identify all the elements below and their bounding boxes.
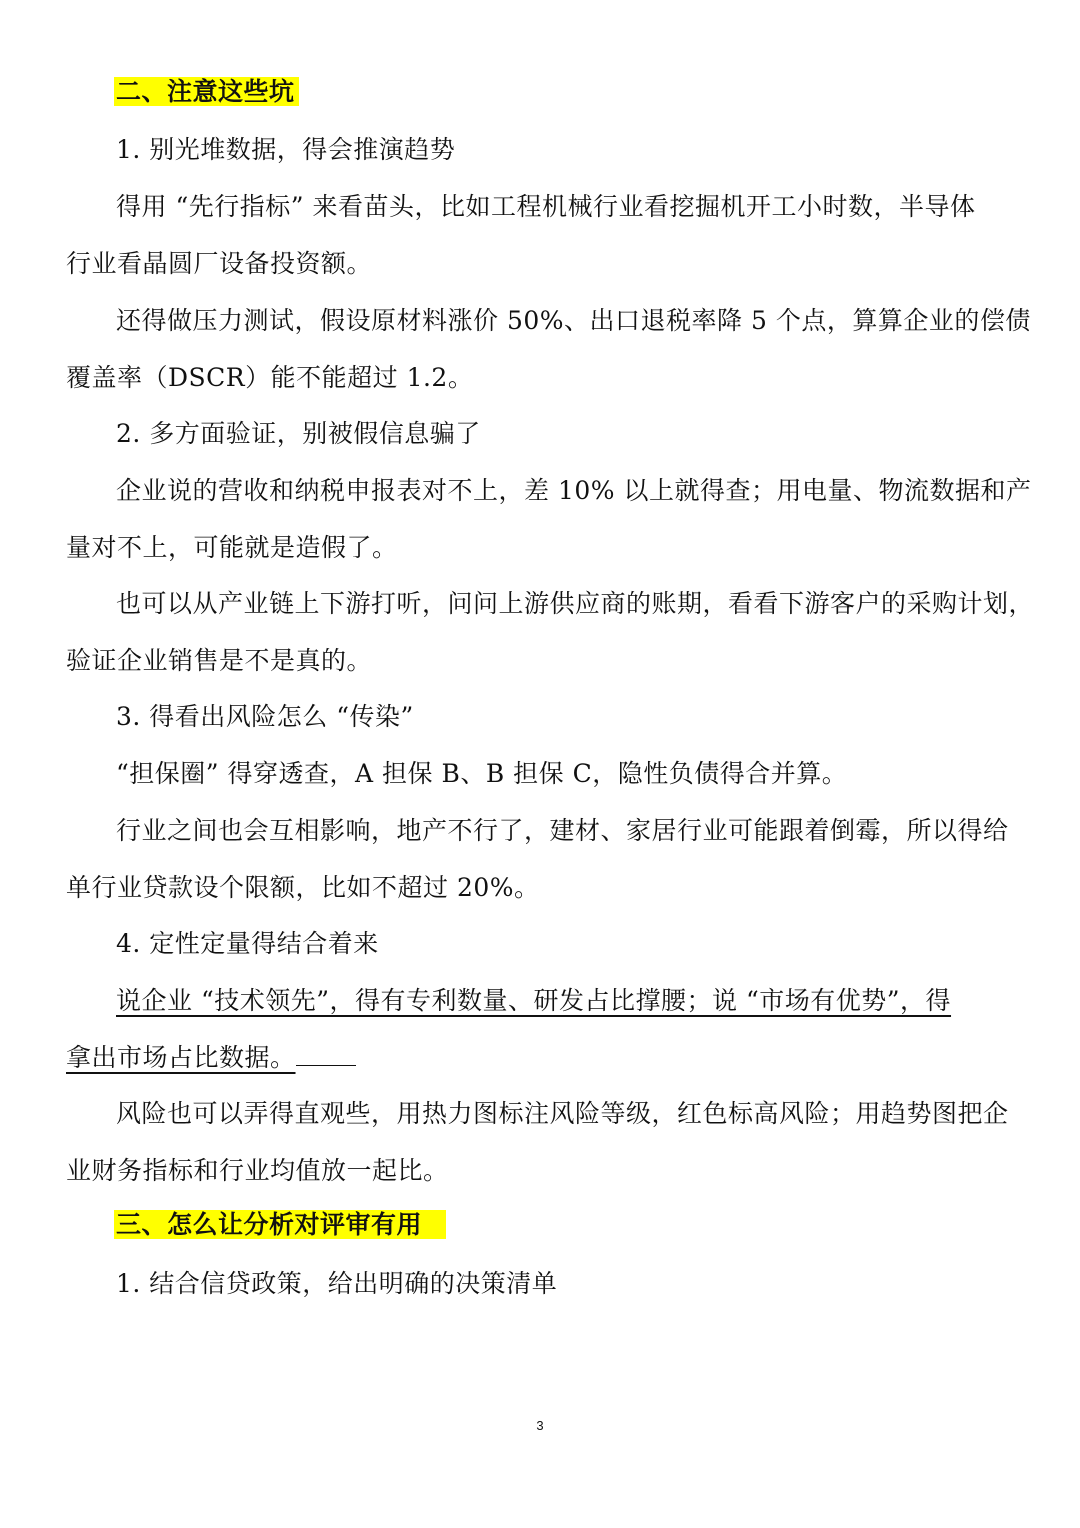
item-heading: 2. 多方面验证，别被假信息骗了 — [116, 419, 481, 448]
section-heading — [114, 76, 299, 108]
paragraph-line: 还得做压力测试，假设原材料涨价 50%、出口退税率降 5 个点，算算企业的偿债 — [116, 306, 1031, 335]
page-number: 3 — [536, 1418, 544, 1433]
underlined-paragraph-line: 说企业 “技术领先”，得有专利数量、研发占比撑腰；说 “市场有优势”，得 — [116, 986, 952, 1015]
section-heading-highlight: 二、注意这些坑 — [114, 77, 299, 106]
item-heading: 1. 结合信贷政策，给出明确的决策清单 — [116, 1269, 558, 1298]
paragraph-line: 覆盖率（DSCR）能不能超过 1.2。 — [66, 363, 474, 392]
item-heading: 3. 得看出风险怎么 “传染” — [116, 702, 414, 731]
section-heading-highlight: 三、怎么让分析对评审有用 — [114, 1210, 446, 1239]
paragraph-line: 验证企业销售是不是真的。 — [66, 646, 373, 675]
underlined-paragraph-line-wrap — [66, 1041, 356, 1074]
item-heading: 4. 定性定量得结合着来 — [116, 929, 379, 958]
paragraph-line: “担保圈” 得穿透查，A 担保 B、B 担保 C，隐性负债得合并算。 — [116, 759, 848, 788]
paragraph-line: 行业之间也会互相影响，地产不行了，建材、家居行业可能跟着倒霉，所以得给 — [116, 816, 1009, 845]
paragraph-line: 风险也可以弄得直观些，用热力图标注风险等级，红色标高风险；用趋势图把企 — [116, 1099, 1009, 1128]
paragraph-line: 业财务指标和行业均值放一起比。 — [66, 1156, 449, 1185]
underline-filler — [296, 1041, 356, 1066]
paragraph-line: 单行业贷款设个限额，比如不超过 20%。 — [66, 873, 540, 902]
paragraph-line: 也可以从产业链上下游打听，问问上游供应商的账期，看看下游客户的采购计划， — [116, 589, 1035, 618]
paragraph-line: 得用 “先行指标” 来看苗头，比如工程机械行业看挖掘机开工小时数，半导体 — [116, 192, 976, 221]
section-heading — [114, 1209, 446, 1241]
item-heading: 1. 别光堆数据，得会推演趋势 — [116, 135, 456, 164]
paragraph-line: 企业说的营收和纳税申报表对不上，差 10% 以上就得查；用电量、物流数据和产 — [116, 476, 1032, 505]
paragraph-line: 行业看晶圆厂设备投资额。 — [66, 249, 373, 278]
paragraph-line: 量对不上，可能就是造假了。 — [66, 533, 398, 562]
underlined-text: 拿出市场占比数据。 — [66, 1043, 296, 1072]
